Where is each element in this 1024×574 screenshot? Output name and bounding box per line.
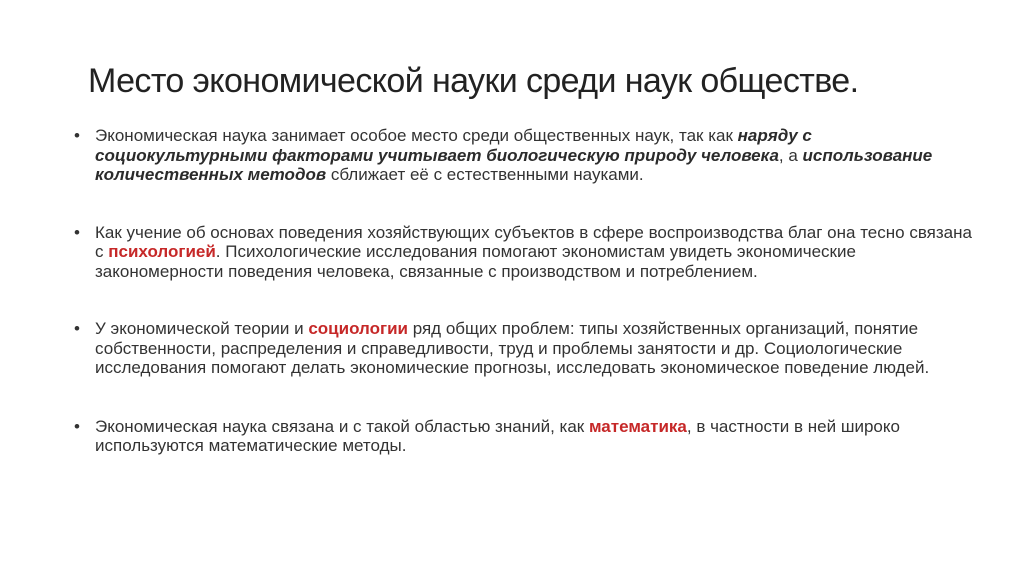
bullet-marker: • (74, 126, 80, 145)
bullet-text: сближает её с естественными науками. (326, 165, 644, 184)
bullet-text: Экономическая наука занимает особое место среди общественных наук, так как (95, 126, 738, 145)
bullet-item-sociology (74, 319, 974, 378)
bullet-text: Экономическая наука связана и с такой областью знаний, как (95, 416, 589, 436)
highlight-mathematics: математика (588, 416, 687, 436)
bullet-list (74, 126, 974, 456)
highlight-sociology: социологии (308, 319, 408, 338)
bullet-text: , в частности в ней широко используются математические методы. (95, 416, 900, 455)
bullet-marker: • (74, 416, 80, 436)
bullet-text: У экономической теории и (95, 319, 309, 338)
bullet-text: Как учение об основах поведения хозяйствующих субъектов в сфере воспроизводства благ она тесно связана с (95, 222, 972, 261)
bullet-item-psychology (74, 223, 974, 282)
emphasis-biological-nature: наряду с социокультурными факторами учитывает биологическую природу человека (95, 126, 812, 165)
bullet-text: . Психологические исследования помогают экономистам увидеть экономические закономерности поведения человека, связанные с производством и потреблением. (95, 242, 856, 281)
bullet-text: ряд общих проблем: типы хозяйственных организаций, понятие собственности, распределения и справедливости, труд и проблемы занятости и др. Социологические исследования помогают делать экономические прогнозы, исследовать экономическое поведение людей. (95, 319, 930, 377)
bullet-marker: • (74, 319, 80, 338)
bullet-item-mathematics (74, 417, 974, 456)
bullet-text: , а (778, 145, 803, 165)
bullet-marker: • (74, 222, 80, 242)
emphasis-quantitative-methods: использование количественных методов (95, 145, 933, 184)
slide-title: Место экономической науки среди наук обществе. (88, 62, 859, 100)
bullet-item-biology (74, 126, 974, 185)
highlight-psychology: психологией (108, 242, 216, 261)
